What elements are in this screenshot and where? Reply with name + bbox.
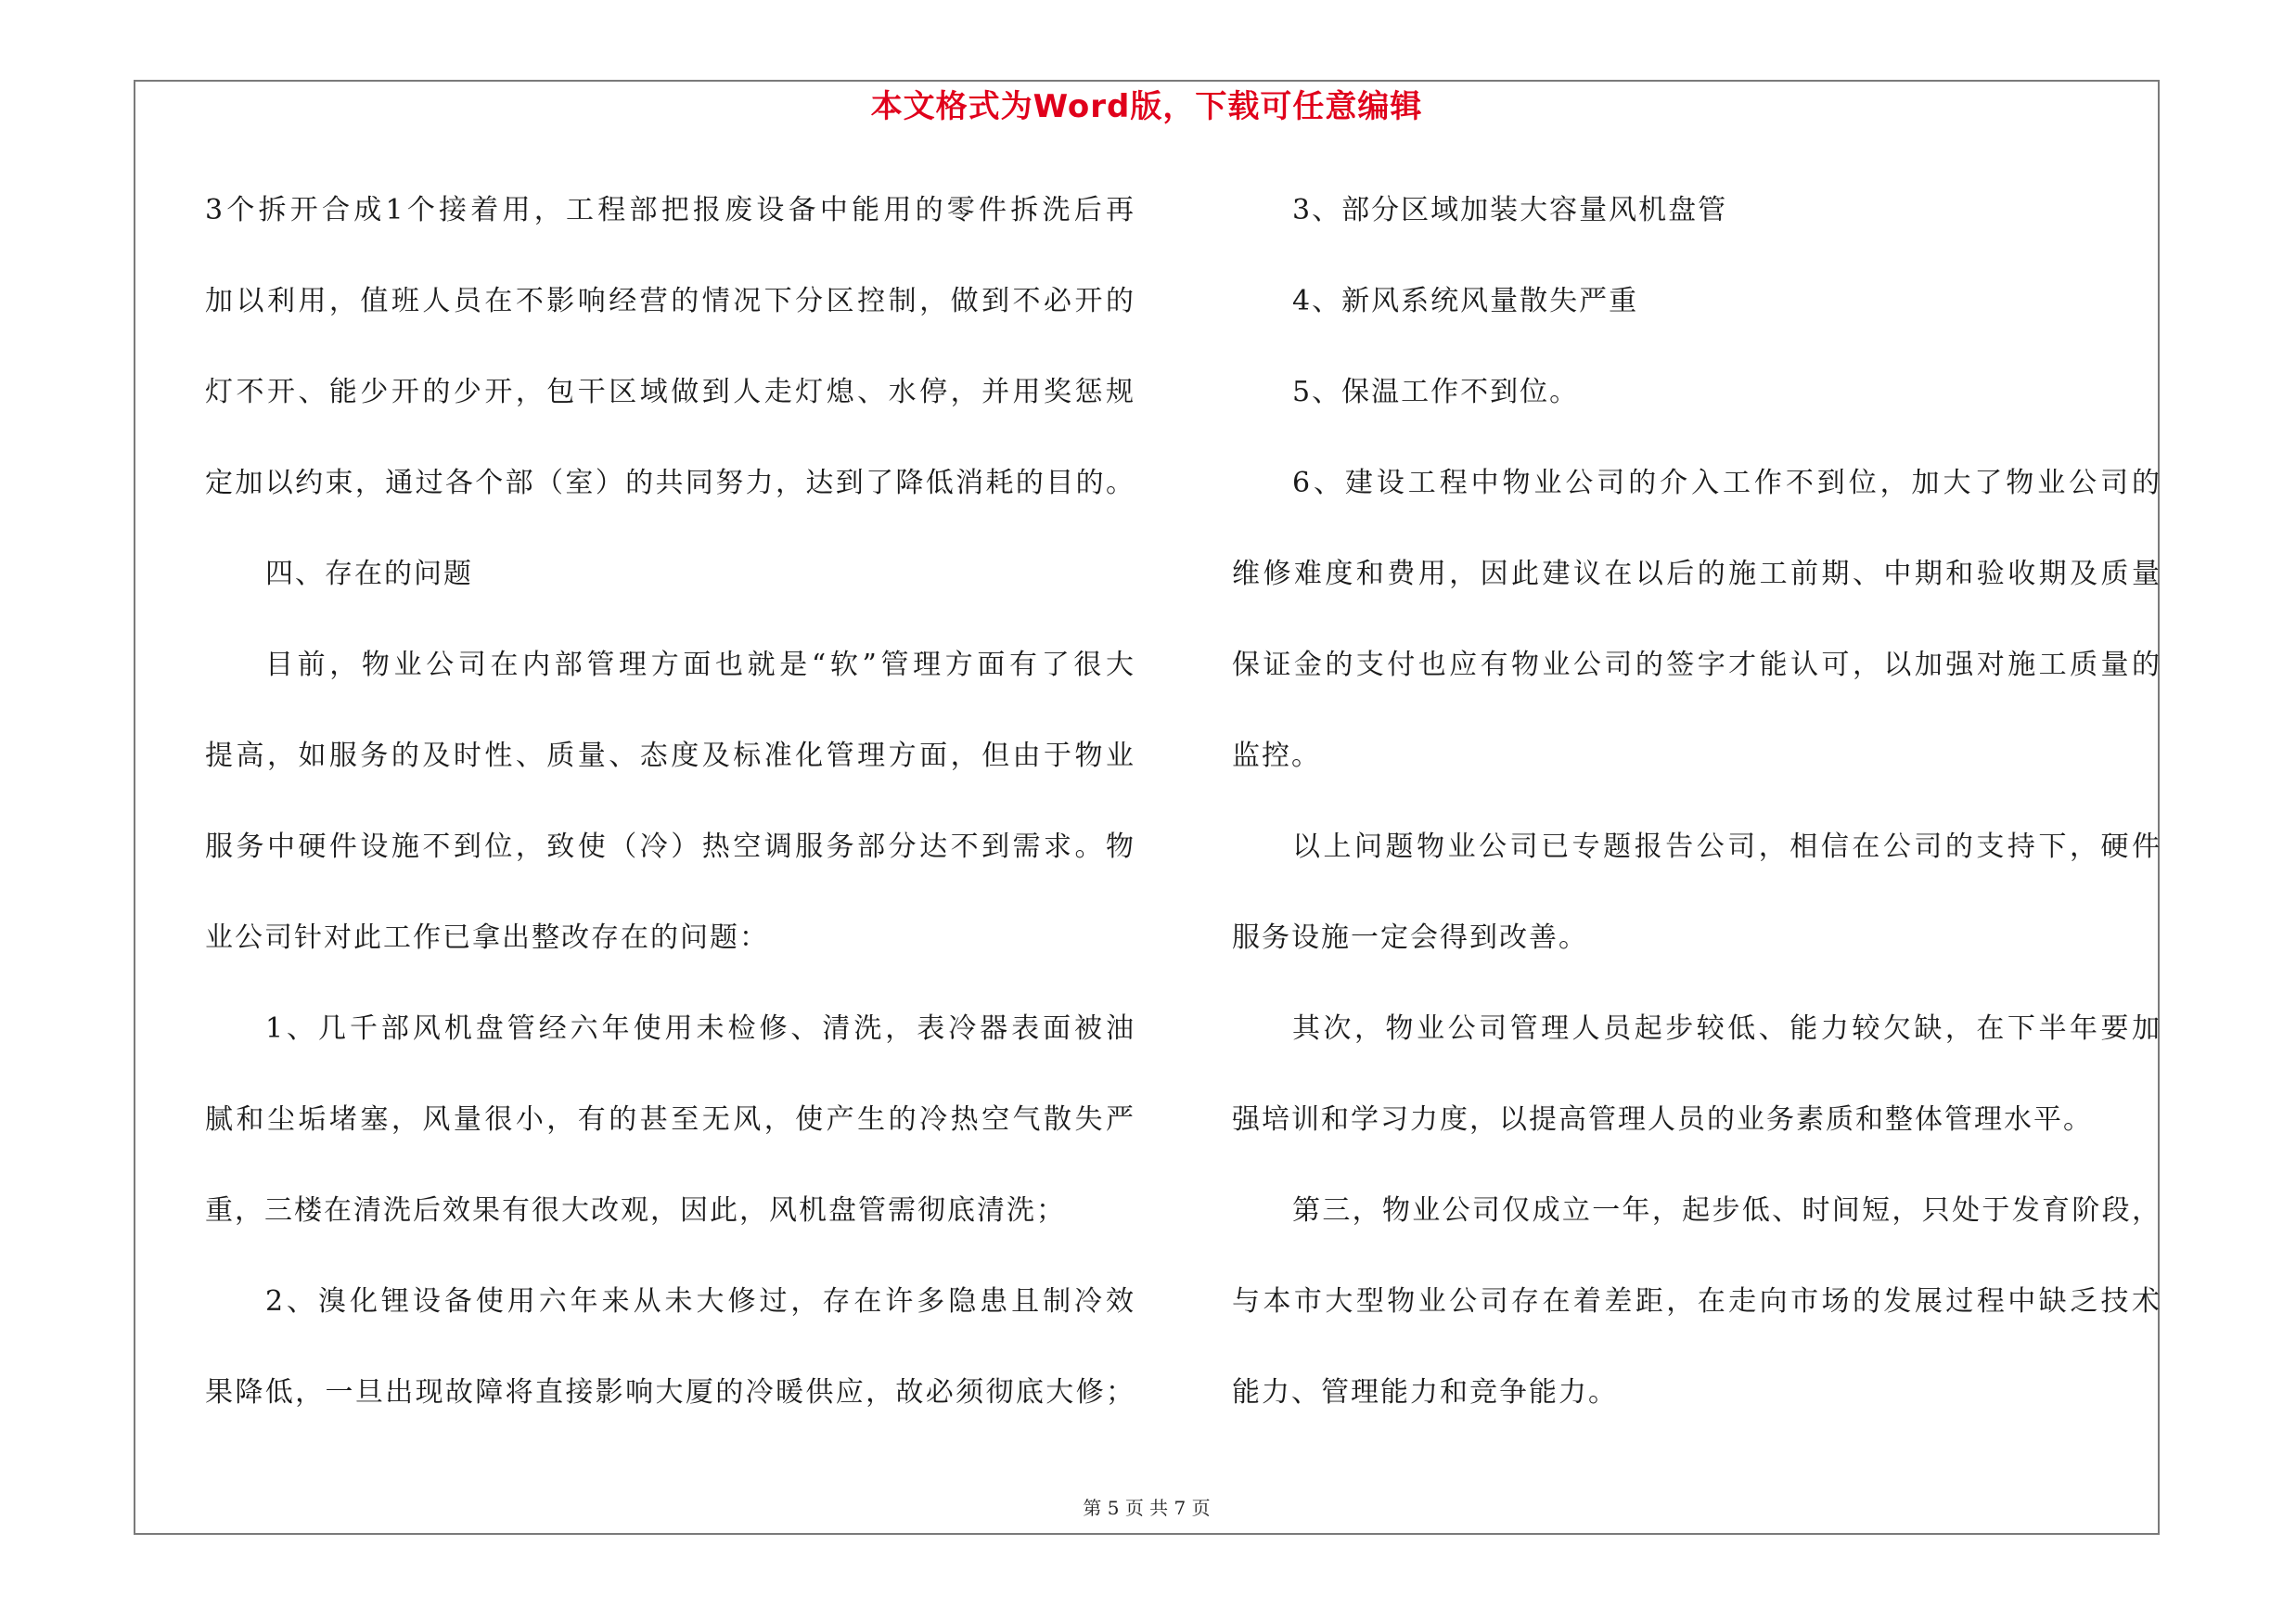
text-line: 第三，物业公司仅成立一年，起步低、时间短，只处于发育阶段， [1292, 1194, 2161, 1227]
list-item: 4、新风系统风量散失严重 [1292, 285, 1639, 317]
page-footer [134, 1496, 2160, 1520]
text-line: 2、溴化锂设备使用六年来从未大修过，存在许多隐患且制冷效 [265, 1285, 1135, 1318]
text-line: 3个拆开合成1个接着用，工程部把报废设备中能用的零件拆洗后再 [205, 194, 1135, 226]
list-item: 3、部分区域加装大容量风机盘管 [1292, 194, 1728, 226]
text-line: 定加以约束，通过各个部（室）的共同努力，达到了降低消耗的目的。 [205, 467, 1135, 499]
text-line: 重，三楼在清洗后效果有很大改观，因此，风机盘管需彻底清洗； [205, 1194, 1066, 1227]
section-heading: 四、存在的问题 [265, 558, 473, 590]
text-line: 业公司针对此工作已拿出整改存在的问题： [205, 921, 769, 954]
list-item: 5、保温工作不到位。 [1292, 376, 1580, 408]
document-header [134, 84, 2160, 130]
right-text-column [1232, 184, 2161, 1457]
page-number: 第 5 页 共 7 页 [1083, 1497, 1211, 1519]
text-line: 目前，物业公司在内部管理方面也就是“软”管理方面有了很大 [265, 649, 1135, 681]
text-line: 监控。 [1232, 740, 1321, 772]
text-line: 提高，如服务的及时性、质量、态度及标准化管理方面，但由于物业 [205, 740, 1135, 772]
text-line: 维修难度和费用，因此建议在以后的施工前期、中期和验收期及质量 [1232, 558, 2161, 590]
header-title: 本文格式为Word版，下载可任意编辑 [870, 88, 1423, 125]
text-line: 保证金的支付也应有物业公司的签字才能认可，以加强对施工质量的 [1232, 649, 2161, 681]
text-line: 以上问题物业公司已专题报告公司，相信在公司的支持下，硬件 [1292, 831, 2161, 863]
text-line: 腻和尘垢堵塞，风量很小，有的甚至无风，使产生的冷热空气散失严 [205, 1103, 1135, 1136]
text-line: 强培训和学习力度，以提高管理人员的业务素质和整体管理水平。 [1232, 1103, 2093, 1136]
text-line: 6、建设工程中物业公司的介入工作不到位，加大了物业公司的 [1292, 467, 2161, 499]
text-line: 服务中硬件设施不到位，致使（冷）热空调服务部分达不到需求。物 [205, 831, 1135, 863]
left-text-column [205, 184, 1135, 1457]
text-line: 其次，物业公司管理人员起步较低、能力较欠缺，在下半年要加 [1292, 1012, 2161, 1045]
text-line: 1、几千部风机盘管经六年使用未检修、清洗，表冷器表面被油 [265, 1012, 1135, 1045]
text-line: 灯不开、能少开的少开，包干区域做到人走灯熄、水停，并用奖惩规 [205, 376, 1135, 408]
text-line: 服务设施一定会得到改善。 [1232, 921, 1588, 954]
text-line: 与本市大型物业公司存在着差距，在走向市场的发展过程中缺乏技术 [1232, 1285, 2161, 1318]
text-line: 加以利用，值班人员在不影响经营的情况下分区控制，做到不必开的 [205, 285, 1135, 317]
text-line: 果降低，一旦出现故障将直接影响大厦的冷暖供应，故必须彻底大修； [205, 1376, 1135, 1409]
text-line: 能力、管理能力和竞争能力。 [1232, 1376, 1618, 1409]
